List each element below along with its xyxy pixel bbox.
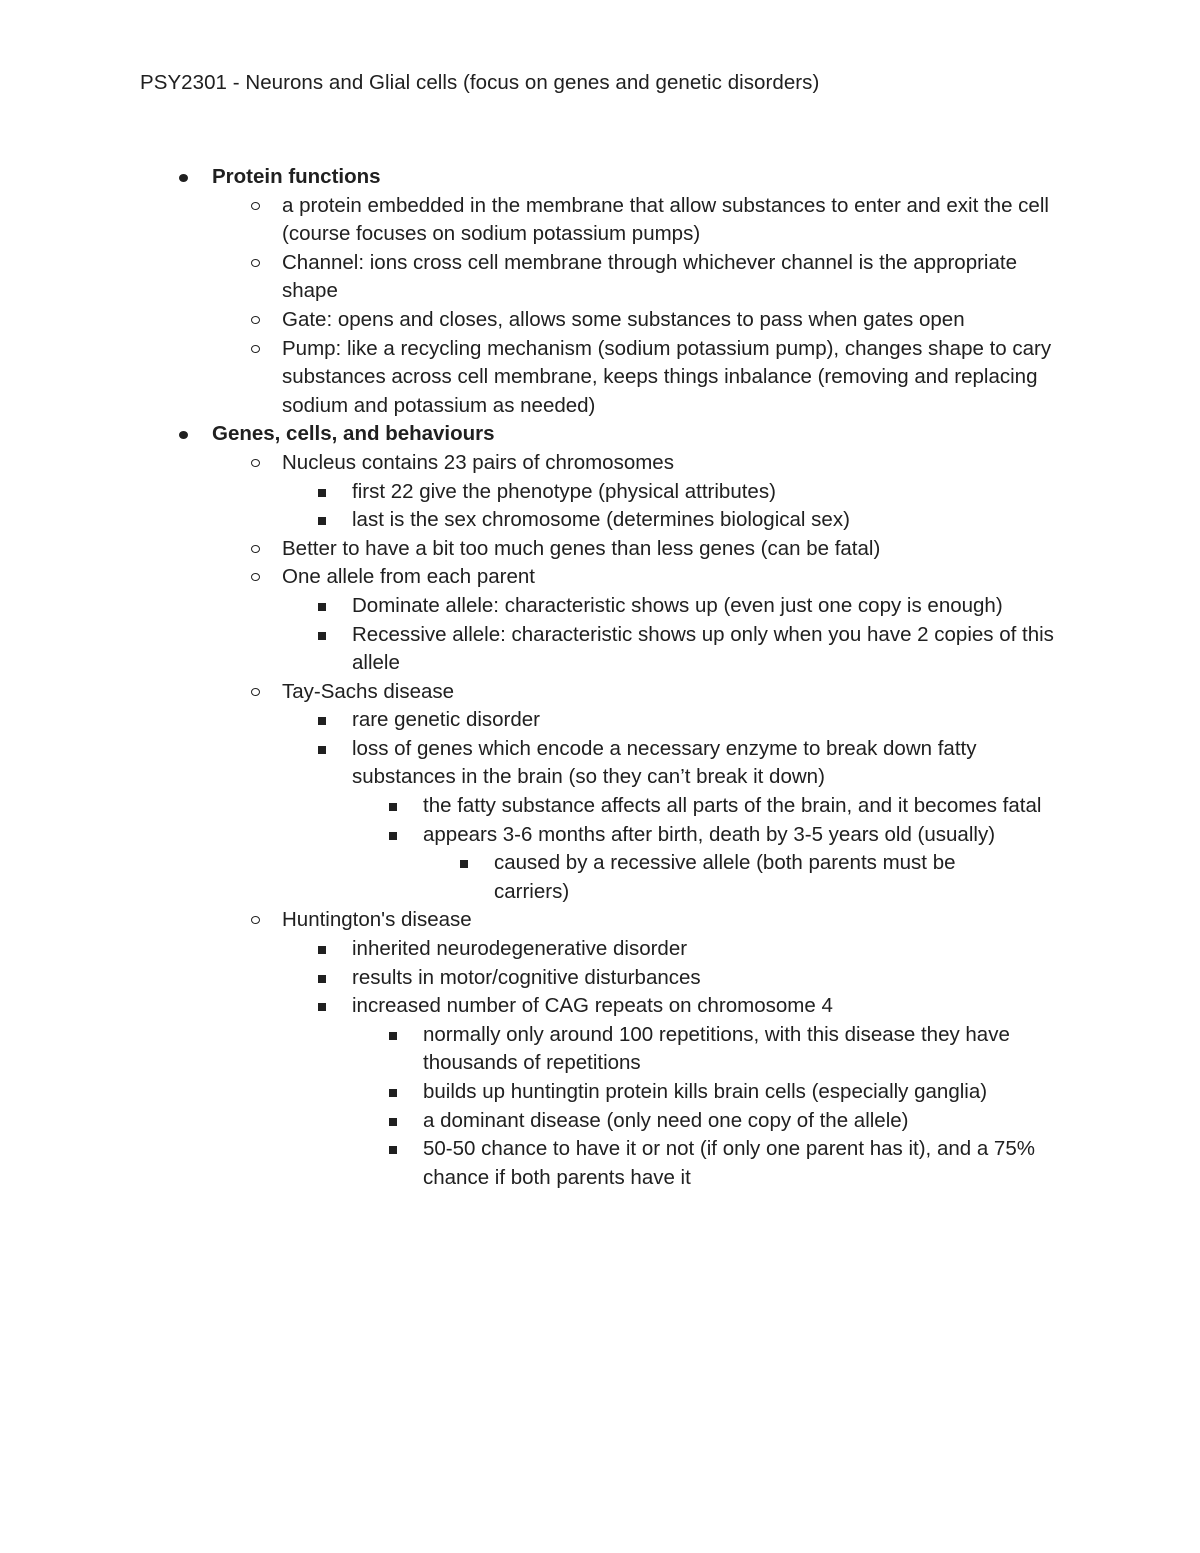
list-item [282, 306, 1072, 335]
list-item [282, 449, 1072, 478]
list-item [212, 163, 1062, 192]
circle-bullet-icon [251, 202, 260, 210]
square-bullet-icon [389, 1089, 397, 1097]
list-item-text: Tay-Sachs disease [282, 679, 455, 703]
square-bullet-icon [389, 832, 397, 840]
list-item [423, 821, 1063, 850]
square-bullet-icon [460, 860, 468, 868]
list-item [282, 678, 1072, 707]
circle-bullet-icon [251, 316, 260, 324]
circle-bullet-icon [251, 459, 260, 467]
square-bullet-icon [318, 517, 326, 525]
list-item [282, 249, 1072, 306]
square-bullet-icon [318, 1003, 326, 1011]
square-bullet-icon [318, 746, 326, 754]
list-item [352, 992, 1072, 1021]
list-item [423, 792, 1063, 821]
list-item [212, 420, 1062, 449]
list-item [282, 192, 1072, 249]
list-item-text: increased number of CAG repeats on chromosome 4 [352, 994, 833, 1018]
section-heading: Protein functions [212, 165, 381, 188]
square-bullet-icon [318, 946, 326, 954]
square-bullet-icon [389, 1146, 397, 1154]
list-item [352, 706, 1072, 735]
document-title: PSY2301 - Neurons and Glial cells (focus on genes and genetic disorders) [140, 71, 820, 94]
list-item-text: a protein embedded in the membrane that allow substances to enter and exit the cell (course focuses on sodium potassium pumps) [282, 193, 1049, 246]
square-bullet-icon [318, 489, 326, 497]
list-item-text: Recessive allele: characteristic shows up only when you have 2 copies of this allele [352, 622, 1054, 675]
list-item-text: Dominate allele: characteristic shows up (even just one copy is enough) [352, 593, 1003, 617]
list-item-text: Huntington's disease [282, 908, 472, 932]
circle-bullet-icon [251, 545, 260, 553]
list-item-text: caused by a recessive allele (both parents must be carriers) [494, 851, 956, 903]
list-item [494, 849, 1024, 906]
circle-bullet-icon [251, 259, 260, 267]
list-item [423, 1107, 1063, 1136]
list-item-text: Pump: like a recycling mechanism (sodium potassium pump), changes shape to cary substances across cell membrane, keeps things inbalance (removing and replacing sodium and potassium as needed) [282, 336, 1052, 417]
list-item-text: a dominant disease (only need one copy of the allele) [423, 1108, 909, 1132]
square-bullet-icon [318, 603, 326, 611]
list-item [352, 506, 1072, 535]
circle-bullet-icon [251, 345, 260, 353]
list-item-text: results in motor/cognitive disturbances [352, 965, 701, 989]
list-item-text: Gate: opens and closes, allows some substances to pass when gates open [282, 307, 965, 331]
list-item-text: appears 3-6 months after birth, death by 3-5 years old (usually) [423, 822, 996, 846]
list-item-text: One allele from each parent [282, 565, 535, 589]
list-item-text: Channel: ions cross cell membrane through whichever channel is the appropriate shape [282, 250, 1017, 303]
list-item [352, 592, 1072, 621]
circle-bullet-icon [251, 573, 260, 581]
square-bullet-icon [389, 1118, 397, 1126]
list-item [352, 621, 1072, 678]
list-item [423, 1078, 1063, 1107]
section-heading: Genes, cells, and behaviours [212, 422, 495, 446]
list-item [423, 1135, 1063, 1192]
square-bullet-icon [318, 717, 326, 725]
list-item [352, 478, 1072, 507]
list-item-text: last is the sex chromosome (determines biological sex) [352, 508, 850, 532]
list-item [352, 964, 1072, 993]
list-item [352, 735, 1072, 792]
list-item [423, 1021, 1063, 1078]
list-item-text: rare genetic disorder [352, 708, 541, 732]
list-item-text: Nucleus contains 23 pairs of chromosomes [282, 450, 674, 474]
disc-bullet-icon [179, 431, 188, 439]
list-item-text: inherited neurodegenerative disorder [352, 937, 688, 961]
list-item [282, 535, 1072, 564]
circle-bullet-icon [251, 916, 260, 924]
circle-bullet-icon [251, 688, 260, 696]
square-bullet-icon [318, 632, 326, 640]
disc-bullet-icon [179, 174, 188, 182]
list-item-text: normally only around 100 repetitions, with this disease they have thousands of repetitions [423, 1022, 1010, 1075]
square-bullet-icon [389, 1032, 397, 1040]
list-item [352, 935, 1072, 964]
list-item-text: the fatty substance affects all parts of the brain, and it becomes fatal [423, 794, 1042, 818]
list-item-text: Better to have a bit too much genes than less genes (can be fatal) [282, 536, 881, 560]
list-item-text: loss of genes which encode a necessary enzyme to break down fatty substances in the brain (so they can’t break it down) [352, 736, 977, 789]
square-bullet-icon [318, 975, 326, 983]
list-item-text: first 22 give the phenotype (physical attributes) [352, 479, 776, 503]
list-item-text: builds up huntingtin protein kills brain cells (especially ganglia) [423, 1080, 988, 1103]
list-item [282, 906, 1072, 935]
square-bullet-icon [389, 803, 397, 811]
notes-outline [0, 163, 1200, 1192]
list-item [282, 563, 1072, 592]
list-item-text: 50-50 chance to have it or not (if only one parent has it), and a 75% chance if both parents have it [423, 1137, 1035, 1189]
list-item [282, 335, 1072, 421]
